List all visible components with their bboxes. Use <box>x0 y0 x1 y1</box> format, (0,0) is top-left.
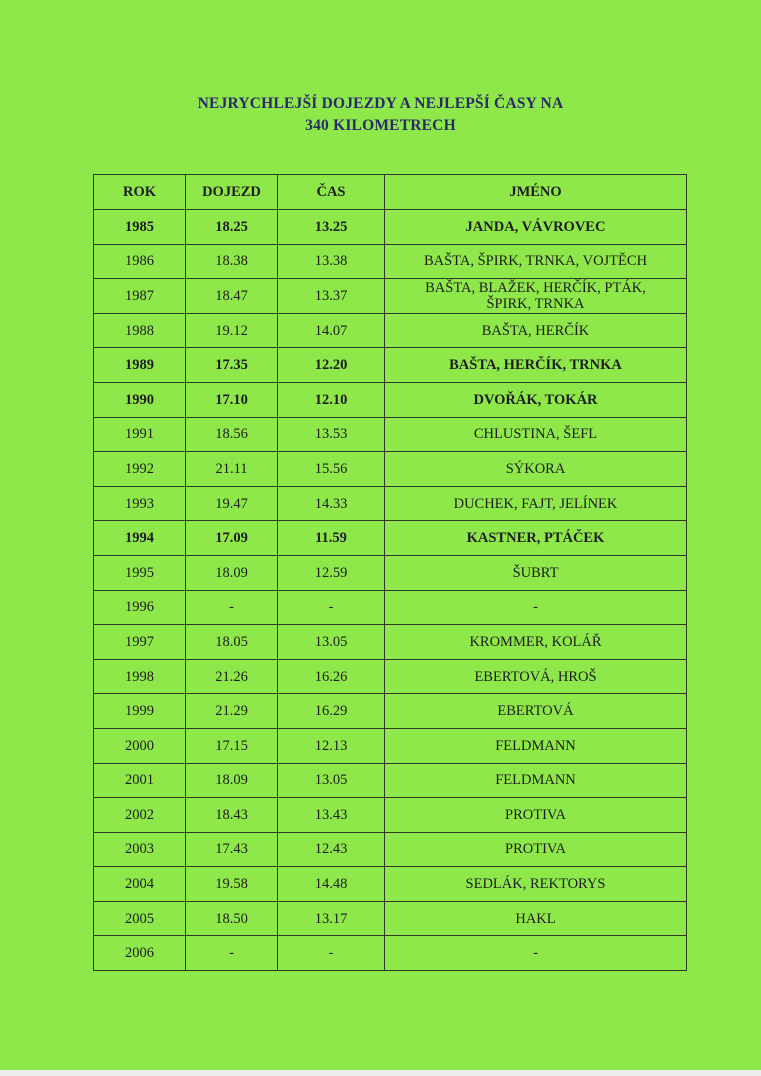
cell-cas: 12.13 <box>278 728 385 763</box>
cell-jmeno <box>385 279 687 314</box>
cell-rok: 1995 <box>94 555 186 590</box>
cell-dojezd: 18.05 <box>186 625 278 660</box>
jmeno-line: SEDLÁK, REKTORYS <box>465 876 606 893</box>
cell-dojezd: 19.47 <box>186 486 278 521</box>
cell-rok: 1990 <box>94 382 186 417</box>
results-table <box>93 174 687 971</box>
cell-rok: 2002 <box>94 798 186 833</box>
cell-dojezd: 18.09 <box>186 555 278 590</box>
jmeno-line: BAŠTA, HERČÍK, TRNKA <box>449 357 622 374</box>
cell-dojezd: 17.09 <box>186 521 278 556</box>
page-title <box>0 93 761 137</box>
jmeno-line: HAKL <box>515 910 556 927</box>
cell-dojezd: 18.50 <box>186 901 278 936</box>
cell-rok: 2005 <box>94 901 186 936</box>
table-row <box>94 798 687 833</box>
jmeno-line: BAŠTA, ŠPIRK, TRNKA, VOJTĚCH <box>423 253 648 270</box>
cell-jmeno <box>385 348 687 383</box>
cell-jmeno <box>385 625 687 660</box>
cell-dojezd: 18.09 <box>186 763 278 798</box>
cell-cas: 12.59 <box>278 555 385 590</box>
cell-cas: - <box>278 590 385 625</box>
table-row <box>94 694 687 729</box>
cell-jmeno <box>385 210 687 245</box>
title-line-2: 340 KILOMETRECH <box>305 117 456 134</box>
jmeno-line: FELDMANN <box>495 772 576 789</box>
cell-jmeno <box>385 798 687 833</box>
cell-jmeno <box>385 590 687 625</box>
cell-jmeno <box>385 728 687 763</box>
jmeno-line: KASTNER, PTÁČEK <box>466 530 605 547</box>
cell-rok: 2000 <box>94 728 186 763</box>
cell-rok: 1991 <box>94 417 186 452</box>
cell-cas: 12.10 <box>278 382 385 417</box>
table-row <box>94 590 687 625</box>
cell-rok: 1992 <box>94 452 186 487</box>
cell-dojezd: 21.26 <box>186 659 278 694</box>
table-row <box>94 625 687 660</box>
table-row <box>94 348 687 383</box>
cell-jmeno <box>385 832 687 867</box>
table-row <box>94 452 687 487</box>
cell-cas: 15.56 <box>278 452 385 487</box>
cell-cas: 11.59 <box>278 521 385 556</box>
jmeno-line: FELDMANN <box>495 737 576 754</box>
cell-rok: 2003 <box>94 832 186 867</box>
jmeno-line: KROMMER, KOLÁŘ <box>469 633 602 650</box>
cell-jmeno <box>385 659 687 694</box>
cell-dojezd: 18.43 <box>186 798 278 833</box>
cell-dojezd: 17.10 <box>186 382 278 417</box>
cell-rok: 1996 <box>94 590 186 625</box>
jmeno-line: DUCHEK, FAJT, JELÍNEK <box>453 495 618 512</box>
page-edge <box>0 1070 761 1076</box>
jmeno-line: EBERTOVÁ <box>497 703 574 720</box>
table-row <box>94 279 687 314</box>
cell-dojezd: 19.12 <box>186 313 278 348</box>
cell-jmeno <box>385 452 687 487</box>
cell-cas: 13.37 <box>278 279 385 314</box>
cell-dojezd: 18.47 <box>186 279 278 314</box>
cell-jmeno <box>385 382 687 417</box>
cell-rok: 1989 <box>94 348 186 383</box>
cell-cas: 13.17 <box>278 901 385 936</box>
cell-cas: 16.26 <box>278 659 385 694</box>
table-header-row <box>94 175 687 210</box>
cell-rok: 2001 <box>94 763 186 798</box>
cell-rok: 1998 <box>94 659 186 694</box>
cell-jmeno <box>385 901 687 936</box>
jmeno-line: JANDA, VÁVROVEC <box>465 218 606 235</box>
jmeno-line: PROTIVA <box>505 841 566 858</box>
table-row <box>94 382 687 417</box>
cell-dojezd: 19.58 <box>186 867 278 902</box>
header-dojezd: DOJEZD <box>186 175 278 210</box>
cell-rok: 2006 <box>94 936 186 971</box>
jmeno-line: PROTIVA <box>505 806 566 823</box>
cell-rok: 1987 <box>94 279 186 314</box>
table-row <box>94 936 687 971</box>
jmeno-line: CHLUSTINA, ŠEFL <box>473 426 598 443</box>
cell-rok: 1999 <box>94 694 186 729</box>
cell-jmeno <box>385 555 687 590</box>
table-row <box>94 867 687 902</box>
cell-cas: 14.07 <box>278 313 385 348</box>
table-body <box>94 210 687 971</box>
cell-dojezd: 18.38 <box>186 244 278 279</box>
cell-rok: 1994 <box>94 521 186 556</box>
cell-rok: 1985 <box>94 210 186 245</box>
jmeno-line: EBERTOVÁ, HROŠ <box>474 668 597 685</box>
jmeno-line: SÝKORA <box>505 460 566 477</box>
cell-cas: 14.33 <box>278 486 385 521</box>
cell-dojezd: 17.35 <box>186 348 278 383</box>
cell-dojezd: - <box>186 936 278 971</box>
jmeno-line: BAŠTA, HERČÍK <box>481 322 590 339</box>
cell-jmeno <box>385 486 687 521</box>
cell-dojezd: - <box>186 590 278 625</box>
cell-jmeno <box>385 763 687 798</box>
cell-cas: 13.05 <box>278 625 385 660</box>
cell-jmeno <box>385 417 687 452</box>
jmeno-line-2: ŠPIRK, TRNKA <box>486 295 585 312</box>
table-row <box>94 521 687 556</box>
cell-cas: 13.43 <box>278 798 385 833</box>
cell-jmeno <box>385 867 687 902</box>
cell-cas: 12.20 <box>278 348 385 383</box>
cell-dojezd: 21.11 <box>186 452 278 487</box>
cell-jmeno <box>385 313 687 348</box>
cell-dojezd: 17.43 <box>186 832 278 867</box>
cell-jmeno <box>385 694 687 729</box>
header-jmeno: JMÉNO <box>385 175 687 210</box>
cell-cas: - <box>278 936 385 971</box>
table-row <box>94 832 687 867</box>
header-cas: ČAS <box>278 175 385 210</box>
cell-rok: 2004 <box>94 867 186 902</box>
jmeno-line: - <box>533 599 538 616</box>
title-line-1: NEJRYCHLEJŠÍ DOJEZDY A NEJLEPŠÍ ČASY NA <box>197 95 564 112</box>
table-row <box>94 486 687 521</box>
cell-jmeno <box>385 936 687 971</box>
table-row <box>94 210 687 245</box>
table-row <box>94 417 687 452</box>
cell-jmeno <box>385 244 687 279</box>
jmeno-line: BAŠTA, BLAŽEK, HERČÍK, PTÁK, <box>425 279 646 296</box>
cell-dojezd: 17.15 <box>186 728 278 763</box>
cell-rok: 1988 <box>94 313 186 348</box>
header-rok: ROK <box>94 175 186 210</box>
cell-jmeno <box>385 521 687 556</box>
cell-cas: 14.48 <box>278 867 385 902</box>
cell-cas: 13.25 <box>278 210 385 245</box>
jmeno-line: - <box>533 945 538 962</box>
cell-cas: 13.05 <box>278 763 385 798</box>
table-row <box>94 901 687 936</box>
cell-cas: 13.53 <box>278 417 385 452</box>
table-row <box>94 763 687 798</box>
cell-rok: 1993 <box>94 486 186 521</box>
table-row <box>94 555 687 590</box>
cell-rok: 1997 <box>94 625 186 660</box>
cell-rok: 1986 <box>94 244 186 279</box>
table-row <box>94 728 687 763</box>
jmeno-line: DVOŘÁK, TOKÁR <box>473 391 598 408</box>
cell-cas: 13.38 <box>278 244 385 279</box>
table-row <box>94 659 687 694</box>
cell-dojezd: 18.25 <box>186 210 278 245</box>
cell-cas: 16.29 <box>278 694 385 729</box>
table-row <box>94 313 687 348</box>
table-row <box>94 244 687 279</box>
cell-cas: 12.43 <box>278 832 385 867</box>
cell-dojezd: 18.56 <box>186 417 278 452</box>
jmeno-line: ŠUBRT <box>512 564 559 581</box>
cell-dojezd: 21.29 <box>186 694 278 729</box>
